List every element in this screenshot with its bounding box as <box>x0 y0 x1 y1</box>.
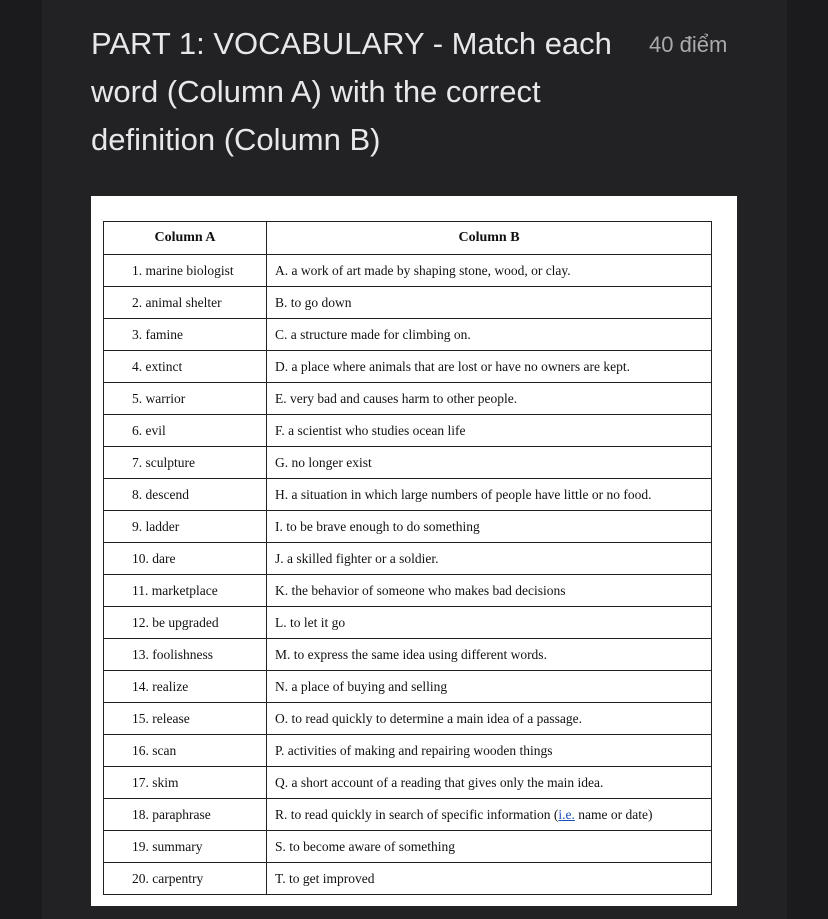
column-a-cell: 12. be upgraded <box>104 607 267 639</box>
column-b-cell <box>267 415 712 447</box>
definition-text: S. to become aware of something <box>275 838 455 854</box>
table-row <box>104 863 712 895</box>
definition-text: B. to go down <box>275 294 352 310</box>
column-a-cell: 19. summary <box>104 831 267 863</box>
table-row <box>104 351 712 383</box>
definition-text: F. a scientist who studies ocean life <box>275 422 466 438</box>
definition-text: E. very bad and causes harm to other people. <box>275 390 518 406</box>
table-row <box>104 831 712 863</box>
column-b-cell <box>267 479 712 511</box>
table-header-row <box>104 222 712 255</box>
table-row <box>104 671 712 703</box>
table-row <box>104 543 712 575</box>
definition-text-end: name or date) <box>574 806 653 822</box>
points-label: 40 điểm <box>649 32 728 57</box>
question-title: PART 1: VOCABULARY - Match each word (Column A) with the correct definition (Column B) <box>91 26 612 157</box>
column-b-header: Column B <box>267 222 712 255</box>
column-b-cell <box>267 607 712 639</box>
definition-text: N. a place of buying and selling <box>275 678 448 694</box>
definition-text: H. a situation in which large numbers of people have little or no food. <box>275 486 652 502</box>
column-a-cell: 11. marketplace <box>104 575 267 607</box>
column-b-cell <box>267 543 712 575</box>
column-b-cell <box>267 767 712 799</box>
definition-text: D. a place where animals that are lost or have no owners are kept. <box>275 358 630 374</box>
definition-text: T. to get improved <box>275 870 375 886</box>
column-b-cell <box>267 351 712 383</box>
column-a-cell: 4. extinct <box>104 351 267 383</box>
column-a-cell: 14. realize <box>104 671 267 703</box>
column-b-cell <box>267 255 712 287</box>
definition-text: Q. a short account of a reading that gives only the main idea. <box>275 774 604 790</box>
column-b-cell <box>267 447 712 479</box>
table-row <box>104 639 712 671</box>
column-b-cell <box>267 735 712 767</box>
column-b-cell <box>267 799 712 831</box>
column-a-cell: 7. sculpture <box>104 447 267 479</box>
table-row <box>104 287 712 319</box>
table-row <box>104 511 712 543</box>
column-b-cell <box>267 639 712 671</box>
column-a-cell: 10. dare <box>104 543 267 575</box>
column-b-cell <box>267 287 712 319</box>
column-a-cell: 5. warrior <box>104 383 267 415</box>
table-row <box>104 479 712 511</box>
table-row <box>104 255 712 287</box>
definition-text: J. a skilled fighter or a soldier. <box>275 550 439 566</box>
definition-text: A. a work of art made by shaping stone, wood, or clay. <box>275 262 571 278</box>
column-b-cell <box>267 671 712 703</box>
column-a-cell: 3. famine <box>104 319 267 351</box>
column-a-cell: 6. evil <box>104 415 267 447</box>
column-b-cell <box>267 383 712 415</box>
column-a-cell: 13. foolishness <box>104 639 267 671</box>
column-a-cell: 9. ladder <box>104 511 267 543</box>
column-a-cell: 20. carpentry <box>104 863 267 895</box>
definition-text: K. the behavior of someone who makes bad decisions <box>275 582 566 598</box>
column-b-cell <box>267 831 712 863</box>
table-row <box>104 703 712 735</box>
table-row <box>104 383 712 415</box>
column-a-cell: 18. paraphrase <box>104 799 267 831</box>
column-a-cell: 16. scan <box>104 735 267 767</box>
table-row <box>104 767 712 799</box>
abbreviation-link[interactable]: i.e. <box>558 806 575 822</box>
column-a-cell: 2. animal shelter <box>104 287 267 319</box>
column-b-cell <box>267 319 712 351</box>
definition-text: G. no longer exist <box>275 454 372 470</box>
definition-text: O. to read quickly to determine a main idea of a passage. <box>275 710 583 726</box>
definition-text: C. a structure made for climbing on. <box>275 326 471 342</box>
column-a-header: Column A <box>104 222 267 255</box>
column-a-cell: 1. marine biologist <box>104 255 267 287</box>
question-image <box>91 196 737 906</box>
column-b-cell <box>267 575 712 607</box>
definition-text: I. to be brave enough to do something <box>275 518 480 534</box>
column-a-cell: 8. descend <box>104 479 267 511</box>
definition-text: R. to read quickly in search of specific information ( <box>275 806 559 822</box>
vocabulary-table <box>103 221 712 895</box>
column-a-cell: 15. release <box>104 703 267 735</box>
column-b-cell <box>267 863 712 895</box>
table-row <box>104 319 712 351</box>
column-b-cell <box>267 511 712 543</box>
table-row <box>104 735 712 767</box>
table-row <box>104 447 712 479</box>
definition-text: L. to let it go <box>275 614 346 630</box>
definition-text: M. to express the same idea using different words. <box>275 646 547 662</box>
table-row <box>104 575 712 607</box>
table-row <box>104 607 712 639</box>
column-b-cell <box>267 703 712 735</box>
table-row <box>104 799 712 831</box>
definition-text: P. activities of making and repairing wooden things <box>275 742 553 758</box>
table-row <box>104 415 712 447</box>
column-a-cell: 17. skim <box>104 767 267 799</box>
